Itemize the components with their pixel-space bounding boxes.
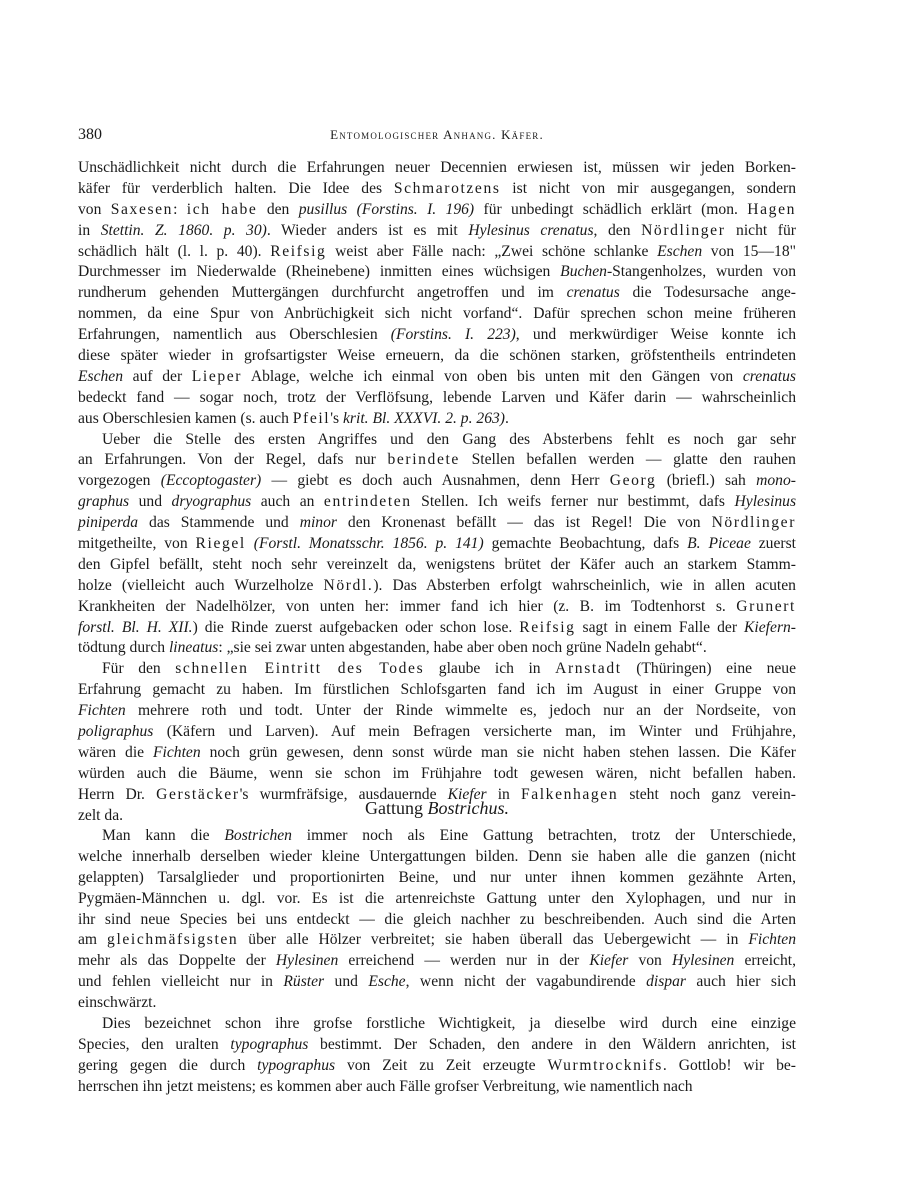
paragraph [78,430,796,660]
text-run: von [78,200,111,218]
text-line [78,889,796,910]
italic-text: krit. Bl. XXXVI. 2. p. 263) [343,409,505,427]
text-line [78,450,796,471]
text-run: (briefl.) sah [656,472,757,490]
text-run: steht noch ganz verein- [618,785,797,803]
text-line [78,325,796,346]
text-run: zelt da. [78,806,124,824]
text-run: 's wurmfräfsige, ausdauernde [239,785,448,803]
text-run: Ablage, welche ich einmal von oben bis unten mit den Gängen von [242,367,743,385]
italic-text: mono- [756,472,796,490]
text-line [78,1014,796,1035]
text-run: Ueber die Stelle des ersten Angriffes und den Gang des Absterbens fehlt es noch gar sehr [102,430,796,448]
spaced-text: schnellen Eintritt des Todes [175,660,425,678]
text-line [78,868,796,889]
text-run: bedeckt fand — sogar noch, trotz der Verflöfsung, lebende Larven und Käfer darin — wahrscheinlich [78,388,796,406]
body-text-section [78,826,796,1098]
text-run: würden auch die Bäume, wenn sie schon im Frühjahre todt gewesen wären, nicht befallen haben. [78,764,796,782]
text-run: , den [593,221,642,239]
spaced-text: Nördlinger [711,514,796,532]
italic-text: dryographus [171,493,252,511]
italic-text: Rüster [283,973,325,991]
text-line [78,367,796,388]
section-heading-genus: Bostrichus. [427,798,509,818]
text-run: . Wieder anders ist es mit [266,221,469,239]
text-line [78,513,796,534]
text-run: den Gipfel befällt, steht noch sehr vereinzelt da, wenigstens brütet der Käfer auch an starkem Stamm- [78,555,796,573]
text-run: den [257,200,299,218]
italic-text: Hylesinen [671,952,735,970]
spaced-text: Saxesen [110,200,174,218]
text-run: Pygmäen-Männchen u. dgl. vor. Es ist die artenreichste Gattung unter den Xylophagen, und nur in [78,889,796,907]
italic-text: Hylesinus crenatus [468,221,594,239]
text-line [78,910,796,931]
spaced-text: entrindeten [323,493,412,511]
italic-text: (Forstl. Monatsschr. 1856. p. 141) [253,535,484,553]
text-run: über alle Hölzer verbreitet; sie haben überall das Uebergewicht — in [238,931,749,949]
italic-text: Kiefern- [744,618,796,636]
italic-text: Buchen [560,263,607,281]
spaced-text: Lieper [191,367,243,385]
text-run: weist aber Fälle nach: „Zwei schöne schlanke [326,242,658,260]
text-line [78,764,796,785]
text-run: Man kann die [102,827,225,844]
spaced-text: Georg [609,472,657,490]
text-run: mehrere roth und todt. Unter der Rinde wimmelte es, jedoch nur an der Nordseite, von [125,702,796,720]
italic-text: typographus [230,1035,309,1053]
italic-text: Bostrichen [224,827,292,844]
text-run: vorgezogen [78,472,161,490]
text-run: -Stangenholzes, wurden von [606,263,796,281]
italic-text: poligraphus [78,723,154,741]
text-run: tödtung durch [78,639,169,657]
spaced-text: Pfeil [292,409,331,427]
text-line [78,659,796,680]
text-run: erreicht, [734,952,796,970]
text-run: (Käfern und Larven). Auf mein Befragen versicherte man, im Winter und Frühjahre, [153,723,796,741]
text-line [78,972,796,993]
text-run: 's [330,409,344,427]
italic-text: forstl. Bl. H. XII. [78,618,193,636]
text-line [78,242,796,263]
spaced-text: ich habe [186,200,258,218]
text-run: auch an [251,493,324,511]
running-title: Entomologischer Anhang. Käfer. [330,127,544,142]
text-run: Unschädlichkeit nicht durch die Erfahrungen neuer Decennien erwiesen ist, müssen wir jeden Borken- [78,159,796,176]
italic-text: lineatus [168,639,219,657]
text-run: an Erfahrungen. Von der Regel, dafs nur [78,451,388,469]
text-run [347,201,356,218]
text-run: gelappten) Tarsalglieder und proportionirten Beine, und nur unter ihnen kommen gezähnte Arten, [78,868,796,886]
spaced-text: Grunert [736,597,796,615]
text-run: Erfahrung gemacht zu haben. Im fürstlichen Schlofsgarten fand ich im August in einer Gruppe von [78,681,796,699]
text-run: Dies bezeichnet schon ihre grofse forstliche Wichtigkeit, ja dieselbe wird durch eine einzige [102,1015,796,1033]
text-run: schädlich hält (l. l. p. 40). [78,242,271,260]
text-run: Krankheiten der Nadelhölzer, von unten her: immer fand ich hier (z. B. im Todtenhorst s. [78,597,737,615]
text-run: mitgetheilte, von [78,535,196,553]
text-run: herrschen ihn jetzt meistens; es kommen aber auch Fälle grofser Verbreitung, wie namentlich nach [78,1077,693,1095]
text-line [78,304,796,325]
text-run: nicht für [725,221,796,239]
text-line [78,576,796,597]
text-line [78,534,796,555]
text-run: welche innerhalb derselben wieder kleine Untergattungen bilden. Denn sie haben alle die ganzen (nicht [78,847,796,865]
text-line [78,409,796,430]
text-line [78,701,796,722]
italic-text: (Eccoptogaster) [160,472,262,490]
text-run: ). Das Absterben erfolgt wahrscheinlich, wie in allen acuten [373,576,796,594]
text-line [78,638,796,659]
italic-text: Eschen [657,242,703,260]
text-line [78,492,796,513]
text-run: und [324,973,369,991]
italic-text: (Forstins. I. 223) [390,326,516,344]
spaced-text: Gerstäcker [156,785,240,803]
text-line [78,1035,796,1056]
text-run: . Gottlob! wir be- [662,1056,796,1074]
text-run: sagt in einem Falle der [575,618,745,636]
text-line [78,158,796,179]
text-run: Für den [102,660,176,678]
text-run: Species, den uralten [78,1035,231,1053]
text-run: auf der [123,367,192,385]
text-run: holze (vielleicht auch Wurzelholze [78,576,324,594]
text-run: ) die Rinde zuerst aufgebacken oder schon lose. [192,618,520,636]
text-run: aus Oberschlesien kamen (s. auch [78,409,293,427]
text-line [78,597,796,618]
text-line [78,1077,796,1098]
text-run: Stellen befallen werden — glatte den rauhen [459,451,796,469]
text-line [78,346,796,367]
text-run: Durchmesser im Niederwalde (Rheinebene) inmitten eines wüchsigen [78,263,561,281]
italic-text: typographus [257,1056,336,1074]
paragraph [78,158,796,430]
text-run: Erfahrungen, namentlich aus Oberschlesien [78,326,391,344]
paragraph [78,1014,796,1098]
spaced-text: Riegel [195,535,246,553]
text-run: gemachte Beobachtung, dafs [483,535,688,553]
text-run: bestimmt. Der Schaden, den andere in den Wäldern anrichten, ist [308,1035,797,1053]
italic-text: Kiefer [447,785,487,803]
italic-text: (Forstins. I. 196) [356,200,475,218]
spaced-text: Hagen [747,200,796,218]
spaced-text: Reifsig [270,242,327,260]
text-line [78,993,796,1014]
text-line [78,618,796,639]
text-line [78,930,796,951]
italic-text: Hylesinus [734,493,797,511]
italic-text: Eschen [78,367,124,385]
text-run [246,535,254,552]
paragraph [78,826,796,1014]
italic-text: Fichten [78,702,126,720]
spaced-text: Nördl. [323,576,374,594]
text-run: ist nicht von mir ausgegangen, sondern [500,179,796,197]
text-run: für unbedingt schädlich erklärt (mon. [474,200,748,218]
text-run: , und merkwürdiger Weise konnte ich [515,326,796,344]
italic-text: Esche [368,973,406,991]
text-run: Herrn Dr. [78,785,157,803]
text-line [78,722,796,743]
italic-text: crenatus [742,367,796,385]
body-text-before-section [78,158,796,827]
text-run: den Kronenast befällt — das ist Regel! Die von [336,514,712,532]
text-line [78,283,796,304]
text-line [78,200,796,221]
text-run: von Zeit zu Zeit erzeugte [335,1056,548,1074]
italic-text: piniperda [78,514,139,532]
text-run: in [78,221,101,239]
text-run: nommen, da eine Spur von Anbrüchigkeit sich nicht vorfand“. Dafür sprechen schon meine früheren [78,305,796,323]
spaced-text: gleichmäfsigsten [107,931,239,949]
text-run: von 15—18" [702,242,796,260]
spaced-text: berindete [387,451,460,469]
text-run: das Stammende und [138,514,300,532]
spaced-text: Reifsig [519,618,576,636]
italic-text: pusillus [298,200,348,218]
text-run: zuerst [750,535,796,553]
text-run: noch grün gewesen, denn sonst würde man sie nicht haben stehen lassen. Die Käfer [200,743,796,761]
text-line [78,221,796,242]
text-run: : „sie sei zwar unten abgestanden, habe aber oben noch grüne Nadeln gehabt“. [218,639,707,657]
text-run: wären die [78,743,154,761]
text-run: immer noch als Eine Gattung betrachten, trotz der Unterschiede, [291,827,796,844]
text-line [78,388,796,409]
section-heading [78,797,796,819]
spaced-text: Schmarotzens [393,179,501,197]
text-run: und [129,493,172,511]
italic-text: B. Piceae [687,535,751,553]
text-run: (Thüringen) eine neue [621,660,797,678]
text-line [78,1056,796,1077]
italic-text: Hylesinen [275,952,339,970]
italic-text: dispar [646,973,686,991]
text-run: gering gegen die durch [78,1056,258,1074]
text-line [78,471,796,492]
text-line [78,847,796,868]
page-number: 380 [78,126,102,143]
text-line [78,555,796,576]
text-line [78,430,796,451]
text-line [78,743,796,764]
text-line [78,179,796,200]
text-run: in [486,785,521,803]
text-line [78,826,796,847]
text-run: — giebt es doch auch Ausnahmen, denn Herr [261,472,610,490]
text-run: erreichend — werden nur in der [338,952,590,970]
italic-text: Stettin. Z. 1860. p. 30) [100,221,267,239]
text-run: , wenn nicht der vagabundirende [405,973,647,991]
spaced-text: Nördlinger [641,221,726,239]
text-run: rundherum gehenden Muttergängen durchfurcht angetroffen und im [78,284,567,302]
text-line [78,680,796,701]
text-run: diese später wieder in grofsartigster Weise erneuern, da die schönen starken, gröfstentheils entrindeten [78,347,796,365]
text-run: die Todesursache ange- [619,284,796,302]
text-run: und fehlen vielleicht nur in [78,973,284,991]
text-run: : [173,200,187,218]
text-run: von [628,952,672,970]
italic-text: Fichten [748,931,797,949]
spaced-text: Falkenhagen [520,785,619,803]
italic-text: minor [299,514,337,532]
text-line [78,951,796,972]
text-run: käfer für verderblich halten. Die Idee des [78,179,394,197]
text-run: glaube ich in [424,660,556,678]
italic-text: crenatus [566,284,620,302]
spaced-text: Arnstadt [555,660,622,678]
text-run: ihr sind neue Species bei uns entdeckt — die gleich nachher zu beschreibenden. Auch sind die Arten [78,910,796,928]
spaced-text: Wurmtrocknifs [547,1056,663,1074]
italic-text: graphus [78,493,130,511]
text-run: einschwärzt. [78,994,157,1012]
section-heading-prefix: Gattung [364,798,428,818]
text-line [78,262,796,283]
italic-text: Kiefer [589,952,629,970]
text-run: . [504,409,509,427]
text-run: mehr als das Doppelte der [78,952,276,970]
italic-text: Fichten [153,743,201,761]
text-run: am [78,931,108,949]
text-run: Stellen. Ich weifs ferner nur bestimmt, dafs [411,493,735,511]
text-run: auch hier sich [685,973,797,991]
